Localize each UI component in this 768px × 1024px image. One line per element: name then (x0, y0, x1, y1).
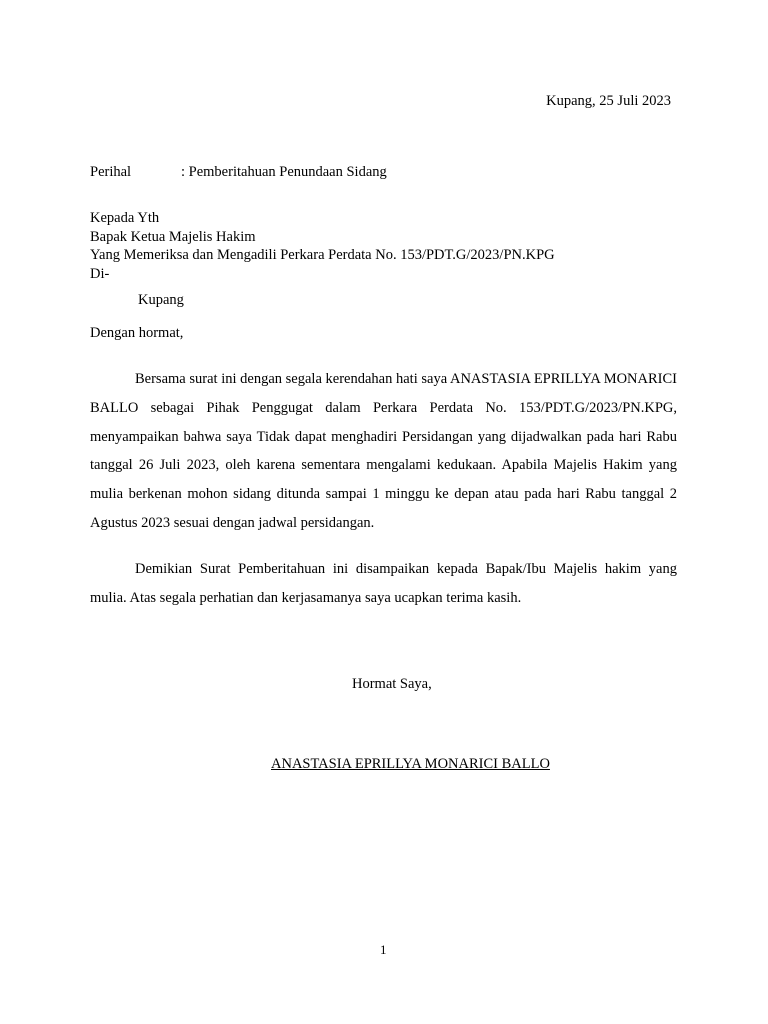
salutation: Dengan hormat, (90, 325, 184, 341)
page-number: 1 (380, 942, 387, 957)
recipient-line-2: Bapak Ketua Majelis Hakim (90, 228, 256, 245)
subject-value: : Pemberitahuan Penundaan Sidang (181, 164, 387, 180)
recipient-line-1: Kepada Yth (90, 210, 160, 226)
letter-date: Kupang, 25 Juli 2023 (546, 93, 671, 109)
body-paragraph-2: Demikian Surat Pemberitahuan ini disampaikan kepada Bapak/Ibu Majelis hakim yang mulia. Atas segala perhatian dan kerjasamanya saya ucapkan terima kasih. (90, 561, 677, 606)
recipient-line-4: Di- (90, 265, 110, 282)
body-paragraph-1: Bersama surat ini dengan segala kerendahan hati saya ANASTASIA EPRILLYA MONARICI BALLO sebagai Pihak Penggugat dalam Perkara Perdata No. 153/PDT.G/2023/PN.KPG, menyampaikan bahwa saya Tidak dapat menghadiri Persidangan yang dijadwalkan pada hari Rabu tanggal 26 Juli 2023, oleh karena sementara mengalami kedukaan. Apabila Majelis Hakim yang mulia berkenan mohon sidang ditunda sampai 1 minggu ke depan atau pada hari Rabu tanggal 2 Agustus 2023 sesuai dengan jadwal persidangan. (90, 371, 677, 531)
signer-name: ANASTASIA EPRILLYA MONARICI BALLO (271, 756, 550, 772)
subject-label: Perihal (90, 164, 132, 180)
recipient-line-3: Yang Memeriksa dan Mengadili Perkara Perdata No. 153/PDT.G/2023/PN.KPG (90, 247, 555, 263)
recipient-block (90, 209, 555, 310)
recipient-city: Kupang (138, 292, 184, 308)
closing: Hormat Saya, (352, 676, 432, 692)
